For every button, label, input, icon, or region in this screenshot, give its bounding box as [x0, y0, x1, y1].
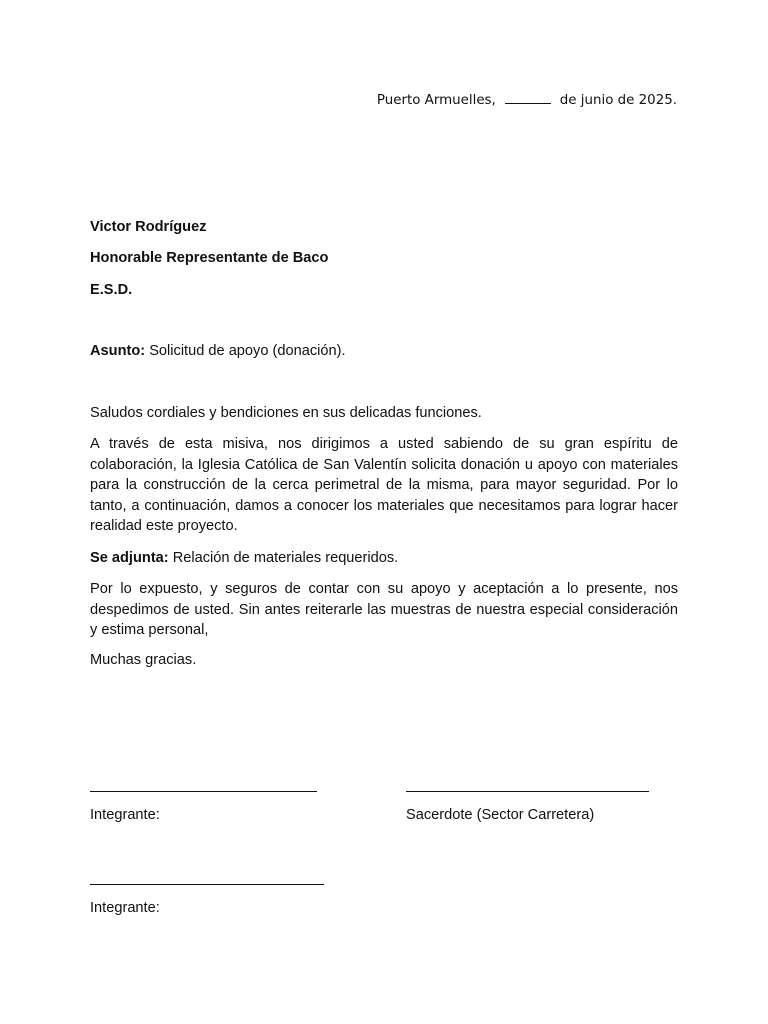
attachment-label: Se adjunta: — [90, 550, 169, 566]
signature-line-right-1 — [406, 791, 649, 792]
attachment-line — [90, 550, 398, 566]
greeting: Saludos cordiales y bendiciones en sus delicadas funciones. — [90, 405, 482, 421]
place-text: Puerto Armuelles, — [376, 93, 496, 108]
signature-line-left-2 — [90, 884, 324, 885]
signature-line-left-1 — [90, 791, 317, 792]
attachment-text: Relación de materiales requeridos. — [172, 550, 399, 566]
date-text: de junio de 2025. — [559, 93, 677, 108]
subject-line — [90, 343, 346, 359]
subject-text: Solicitud de apoyo (donación). — [149, 343, 346, 359]
signature-label-left-2: Integrante: — [90, 900, 160, 916]
signature-label-left-1: Integrante: — [90, 807, 160, 823]
body-paragraph-2: Por lo expuesto, y seguros de contar con su apoyo y aceptación a lo presente, nos despedimos de usted. Sin antes reiterarle las muestras de nuestra especial consideración y estima personal, — [90, 581, 678, 639]
day-blank — [505, 93, 551, 104]
recipient-name: Victor Rodríguez — [90, 219, 207, 235]
body-paragraph-1: A través de esta misiva, nos dirigimos a usted sabiendo de su gran espíritu de colaboración, la Iglesia Católica de San Valentín solicita donación u apoyo con materiales para la construcción de la cerca perimetral de la misma, para mayor seguridad. Por lo tanto, a continuación, damos a conocer los materiales que necesitamos para lograr hacer realidad este proyecto. — [90, 436, 678, 535]
signature-label-right-1: Sacerdote (Sector Carretera) — [406, 807, 595, 823]
subject-label: Asunto: — [90, 343, 146, 359]
recipient-title: Honorable Representante de Baco — [90, 250, 329, 266]
date-line — [377, 93, 677, 108]
recipient-esd: E.S.D. — [90, 282, 133, 298]
closing: Muchas gracias. — [90, 652, 197, 668]
